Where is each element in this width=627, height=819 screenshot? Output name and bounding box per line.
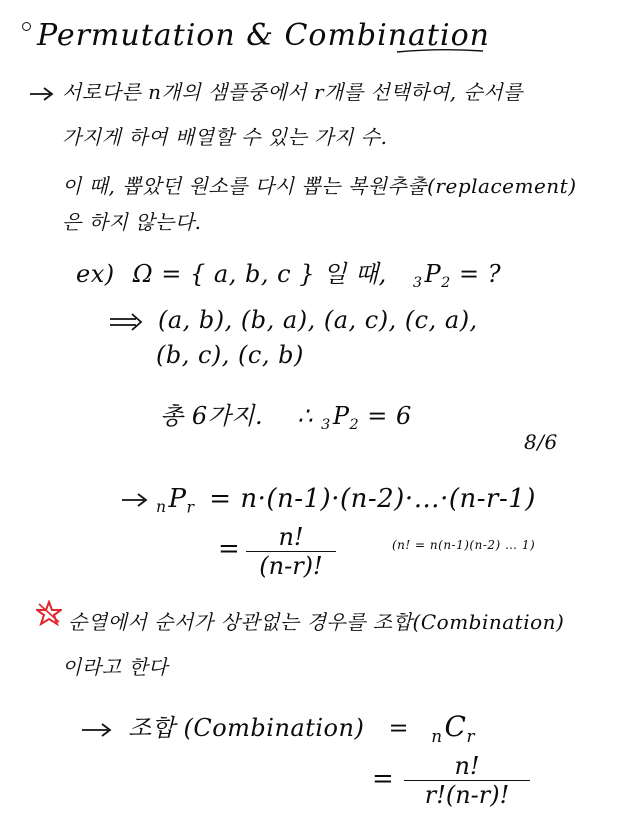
example-prefix: ex) [76,260,115,288]
example-line [76,254,501,291]
comb-numerator: n! [454,752,480,780]
comb-equals-2: = [372,764,394,794]
definition-line-1: 서로다른 n개의 샘플중에서 r개를 선택하여, 순서를 [28,76,523,105]
total-text: 총 6가지. [160,402,264,430]
comb-equals: = [388,714,410,742]
comb-denominator: r!(n-r)! [424,781,510,809]
perm-denominator: (n-r)! [259,552,323,580]
result-line-1: (a, b), (b, a), (a, c), (c, a), [108,306,478,334]
total-line [160,396,412,433]
combination-def-line-1: 순열에서 순서가 상관없는 경우를 조합(Combination) [68,610,565,634]
perm-question: = ? [458,260,502,288]
star-icon [36,600,62,626]
title-underline [395,48,485,54]
perm-npr: $_nP_r$ [156,484,195,517]
right-arrow-icon [80,722,114,738]
combination-def-line-2: 이라고 한다 [62,655,168,679]
omega-symbol: Ω [132,260,154,288]
circle-bullet-icon [22,22,31,31]
side-note: 8/6 [524,430,558,454]
perm-equals: = [218,534,240,564]
perm-3p2: $_3P_2$ [412,260,451,292]
comb-ncr: $_nC_r$ [431,710,475,746]
right-arrow-icon [28,86,56,102]
answer-3p2: $_3P_2$ [321,402,360,434]
definition-line-3: 이 때, 뽑았던 원소를 다시 뽑는 복원추출(replacement) [62,174,577,198]
comb-formula-line [80,708,475,746]
perm-numerator: n! [278,523,304,551]
definition-line-4: 은 하지 않는다. [62,210,202,234]
right-arrow-icon [120,492,150,508]
definition-line-2: 가지게 하여 배열할 수 있는 가지 수. [62,125,388,149]
therefore-symbol: ∴ [297,402,314,430]
comb-fraction [404,752,530,809]
example-set: = { a, b, c } 일 때, [161,260,387,288]
perm-expansion: = n·(n-1)·(n-2)·…·(n-r-1) [209,484,536,514]
perm-formula-line [120,484,536,516]
factorial-note: (n! = n(n-1)(n-2) … 1) [392,538,536,552]
answer-value: = 6 [367,402,412,430]
comb-label: 조합 (Combination) [128,714,365,742]
double-right-arrow-icon [108,313,144,331]
title-text: Permutation & Combination [37,18,490,53]
perm-fraction [246,523,336,580]
result-line-2: (b, c), (c, b) [156,341,304,369]
